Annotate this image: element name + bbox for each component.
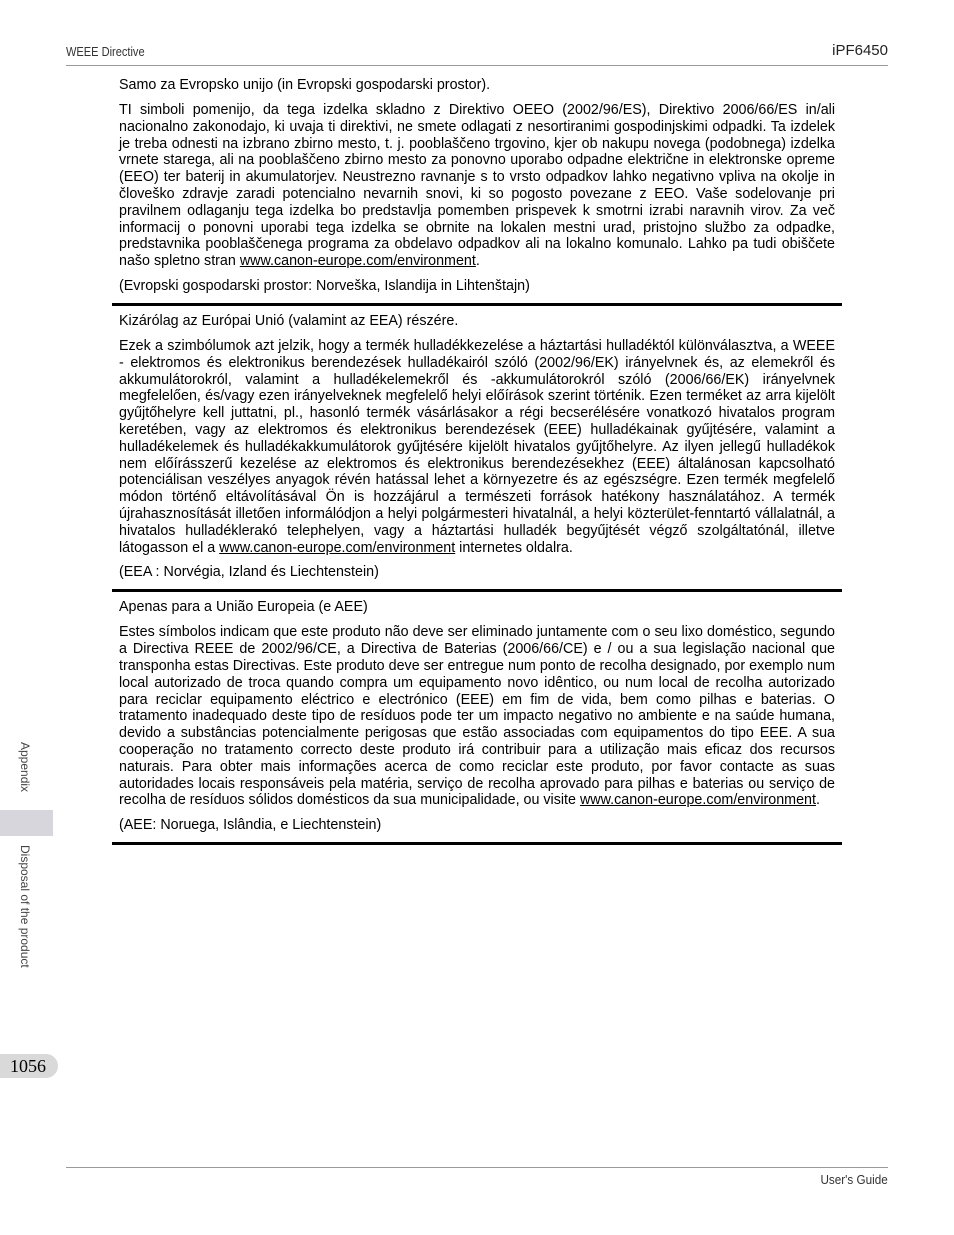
body-text-end: . (475, 253, 480, 270)
page-number: 1056 (0, 1054, 58, 1078)
footer-divider (66, 1167, 888, 1168)
body-text: Ezek a szimbólumok azt jelzik, hogy a termék hulladékkezelése a háztartási hulladéktól különválasztva, a WEEE - elektromos és elektronikus berendezések hulladékairól szóló (2002/96/EK) irányelvnek és, az elemekről és akkumulátorokról, valamint a hulladékelemekről és -akkumulátorokról szóló (2006/66/EK) irányelvnek megfelelően, és/vagy ezen irányelveknek megfelelő helyi előírások szerint történik. Ezen terméket az arra kijelölt gyűjtőhelyre kell juttatni, pl., hasonló termék vásárlásakor a régi becserélésére vonatkozó hivatalos program keretében, vagy az elektromos és elektronikus berendezések (EEE) hulladékainak gyűjtésére, valamint a hulladékelemek és hulladékakkumulátorok gyűjtésére kijelölt hivatalos gyűjtőhelyre. Az ilyen jellegű hulladékok nem előírásszerű kezelése az elektromos és elektronikus berendezésekhez (EEE) általánosan kapcsolható potenciálisan veszélyes anyagok révén hatással lehet a környezetre és az egészségre. Ezen termék megfelelő módon történő eltávolításával Ön is hozzájárul a természeti források hatékony használatához. A termék újrahasznosítását illetően informálódjon a helyi polgármesteri hivatalnál, a helyi közterület-fenntartó vállalatnál, a hivatalos hulladéklerakó telephelyen, vagy a háztartási hulladék begyűjtését végző szolgáltatónál, illetve látogasson el a (119, 337, 835, 556)
sidebar-chapter-label: Appendix (18, 742, 32, 793)
section-body (119, 102, 835, 270)
main-content (112, 70, 842, 845)
header-divider (66, 65, 888, 66)
body-text-end: internetes oldalra. (455, 539, 573, 556)
section-title: Samo za Evropsko unijo (in Evropski gospodarski prostor). (119, 77, 491, 93)
section-body (119, 624, 835, 809)
section-title: Kizárólag az Európai Unió (valamint az EEA) részére. (119, 312, 459, 329)
body-text: Estes símbolos indicam que este produto não deve ser eliminado juntamente com o seu lixo doméstico, segundo a Directiva REEE de 2002/96/CE, a Directiva de Baterias (2006/66/CE) e / ou a sua legislação nacional que transponha estas Directivas. Este produto deve ser entregue num ponto de recolha designado, por exemplo num local autorizado de troca quando compra um equipamento novo idêntico, ou num local de recolha autorizado para reciclar equipamento eléctrico e electrónico (EEE) em fim de vida, bem como pilhas e baterias. O tratamento inadequado deste tipo de resíduos pode ter um impacto negativo no ambiente e na saúde humana, devido a substâncias potencialmente perigosas que estão associadas com equipamentos do tipo EEE. A sua cooperação no tratamento correcto deste produto irá contribuir para a utilização mais eficaz dos recursos naturais. Para obter mais informações acerca de como reciclar este produto, por favor contacte as suas autoridades locais responsáveis pela matéria, serviço de recolha aprovado para pilhas e baterias ou serviço de recolha de resíduos sólidos domésticos da sua municipalidade, ou visite (119, 624, 835, 809)
section-note: (Evropski gospodarski prostor: Norveška, Islandija in Lihtenštajn) (119, 277, 530, 294)
section-slovenian (112, 70, 842, 306)
environment-link[interactable]: www.canon-europe.com/environment (219, 539, 456, 556)
section-title: Apenas para a União Europeia (e AEE) (119, 599, 368, 616)
section-note: (AEE: Noruega, Islândia, e Liechtenstein) (119, 817, 382, 834)
section-body (119, 338, 835, 556)
sidebar-section-label: Disposal of the product (18, 845, 32, 968)
section-hungarian (112, 306, 842, 592)
header-section-title: WEEE Directive (66, 44, 145, 59)
section-portuguese (112, 592, 842, 845)
environment-link[interactable]: www.canon-europe.com/environment (239, 253, 476, 270)
body-text: TI simboli pomenijo, da tega izdelka skladno z Direktivo OEEO (2002/96/ES), Direktivo 2006/66/ES in/ali nacionalno zakonodajo, ki uvaja ti direktivi, ne smete odlagati z nesortiranimi gospodinjskimi odpadki. Ta izdelek je treba odnesti na izbrano zbirno mesto, t. j. pooblaščeno trgovino, kjer ob nakupu novega (podobnega) izdelka vrnete starega, ali na pooblaščeno zbirno mesto za ponovno uporabo odpadne električne in elektronske opreme (EEO) ter baterij in akumulatorjev. Neustrezno ravnanje s to vrsto odpadkov lahko negativno vpliva na okolje in človeško zdravje zaradi potencialno nevarnih snovi, ki so pogosto povezane z EEO. Vaše sodelovanje pri pravilnem odlaganju tega izdelka bo predstavlja pomemben prispevek k smotrni izrabi naravnih virov. Za več informacij o ponovni uporabi tega izdelka se obrnite na lokalen mestni urad, pristojno službo za odpadke, predstavnika pooblaščenega programa za obdelavo odpadkov ali na lokalno komunalo. Lahko pa tudi obiščete našo spletno stran (119, 102, 835, 270)
body-text-end: . (815, 792, 820, 809)
sidebar-chapter-tab (0, 810, 53, 836)
section-note: (EEA : Norvégia, Izland és Liechtenstein) (119, 564, 379, 581)
environment-link[interactable]: www.canon-europe.com/environment (579, 792, 816, 809)
footer-guide-label: User's Guide (820, 1172, 888, 1187)
header-model: iPF6450 (832, 42, 888, 59)
